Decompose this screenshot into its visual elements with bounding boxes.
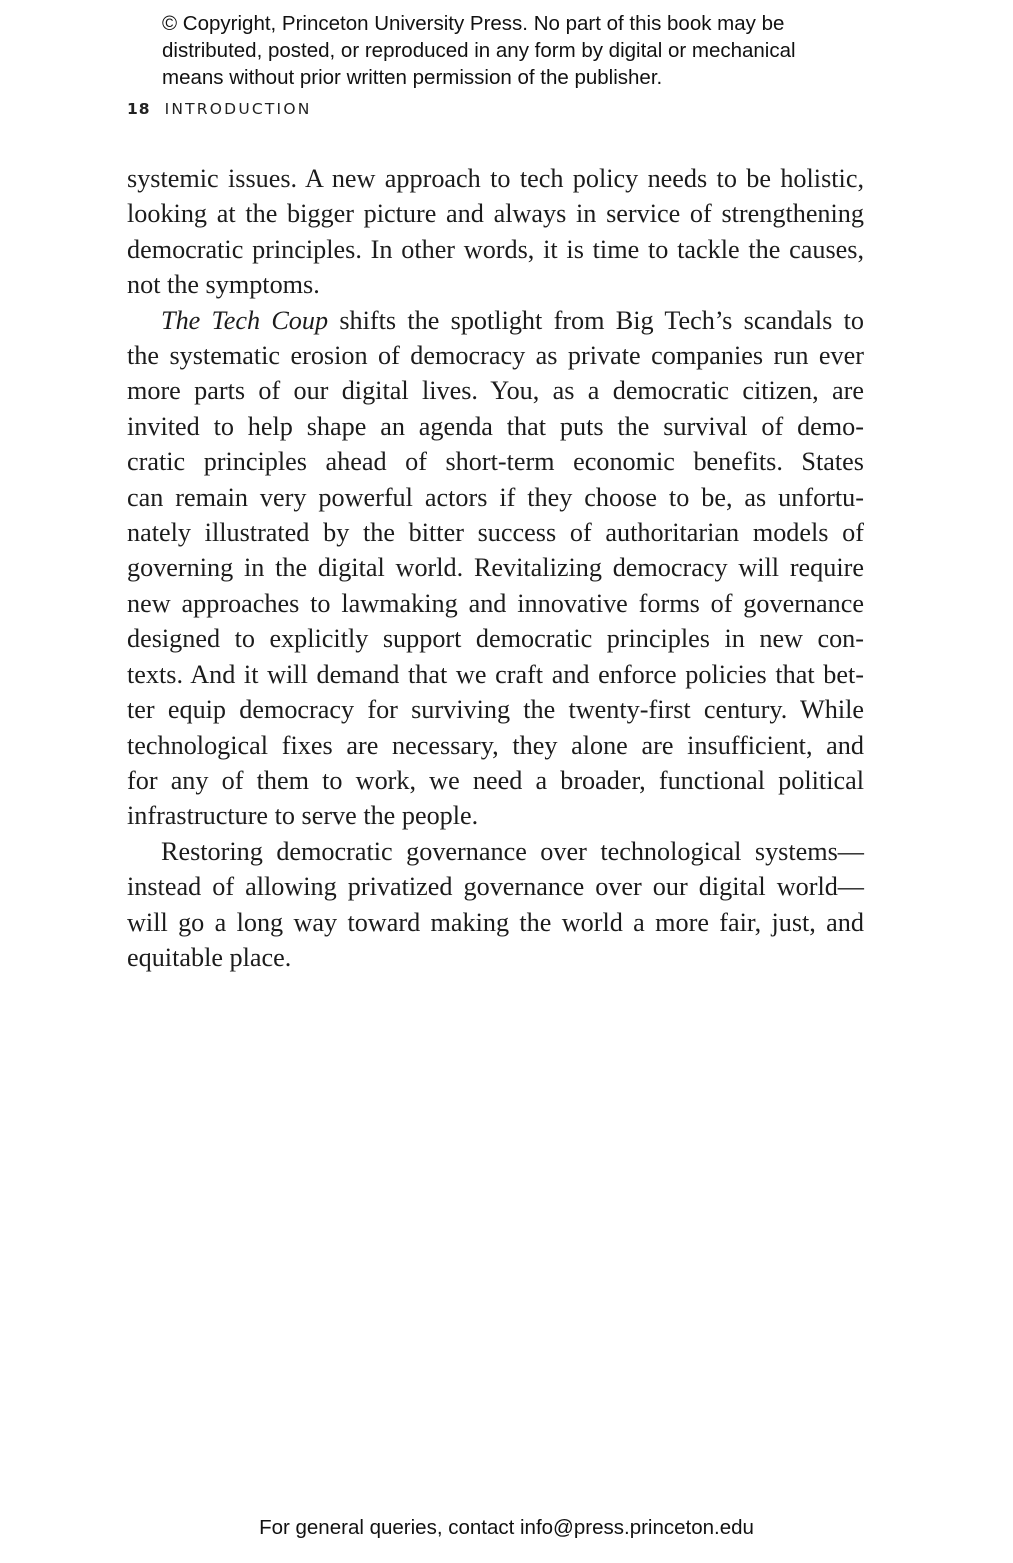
text-fragment: shifts the spotlight from Big Tech’s scandals to [328,305,864,335]
text-line: designed to explicitly support democratic principles in new con- [127,624,864,654]
text-line: not the symptoms. [127,270,320,300]
text-line: new approaches to lawmaking and innovative forms of governance [127,588,864,618]
text-line: systemic issues. A new approach to tech policy needs to be holistic, [127,164,864,193]
section-title: INTRODUCTION [164,100,312,118]
text-line: nately illustrated by the bitter success of authoritarian models of [127,518,864,548]
paragraph [127,834,864,976]
text-line: looking at the bigger picture and always in service of strengthening [127,199,864,229]
text-line: cratic principles ahead of short-term economic benefits. States [127,447,864,477]
text-line: the systematic erosion of democracy as private companies run ever [127,341,864,371]
copyright-notice [162,10,922,91]
copyright-line: means without prior written permission of the publisher. [162,66,663,89]
text-line: invited to help shape an agenda that puts the survival of demo- [127,411,864,441]
text-line: more parts of our digital lives. You, as a democratic citizen, are [127,376,864,406]
text-line: technological fixes are necessary, they alone are insufficient, and [127,730,864,760]
text-line: democratic principles. In other words, it is time to tackle the causes, [127,234,864,264]
text-line: equitable place. [127,942,292,972]
paragraph [127,161,864,303]
copyright-line: distributed, posted, or reproduced in any form by digital or mechanical [162,39,796,62]
text-line: for any of them to work, we need a broader, functional political [127,765,864,795]
text-line: can remain very powerful actors if they choose to be, as unfortu- [127,482,864,512]
text-line [127,303,864,338]
text-line: governing in the digital world. Revitalizing democracy will require [127,553,864,583]
text-line: infrastructure to serve the people. [127,801,479,831]
book-title: The Tech Coup [161,305,329,335]
text-line: Restoring democratic governance over technological systems— [161,836,864,866]
body-text [127,161,864,975]
running-head [127,100,312,118]
copyright-line: © Copyright, Princeton University Press. No part of this book may be [162,12,785,35]
text-line: texts. And it will demand that we craft and enforce policies that bet- [127,659,864,689]
text-line: ter equip democracy for surviving the twenty-first century. While [127,695,864,725]
page-number: 18 [127,100,151,118]
paragraph [127,303,864,834]
text-line: will go a long way toward making the world a more fair, just, and [127,907,864,937]
footer-contact: For general queries, contact info@press.princeton.edu [259,1516,754,1539]
text-line: instead of allowing privatized governance over our digital world— [127,872,864,902]
